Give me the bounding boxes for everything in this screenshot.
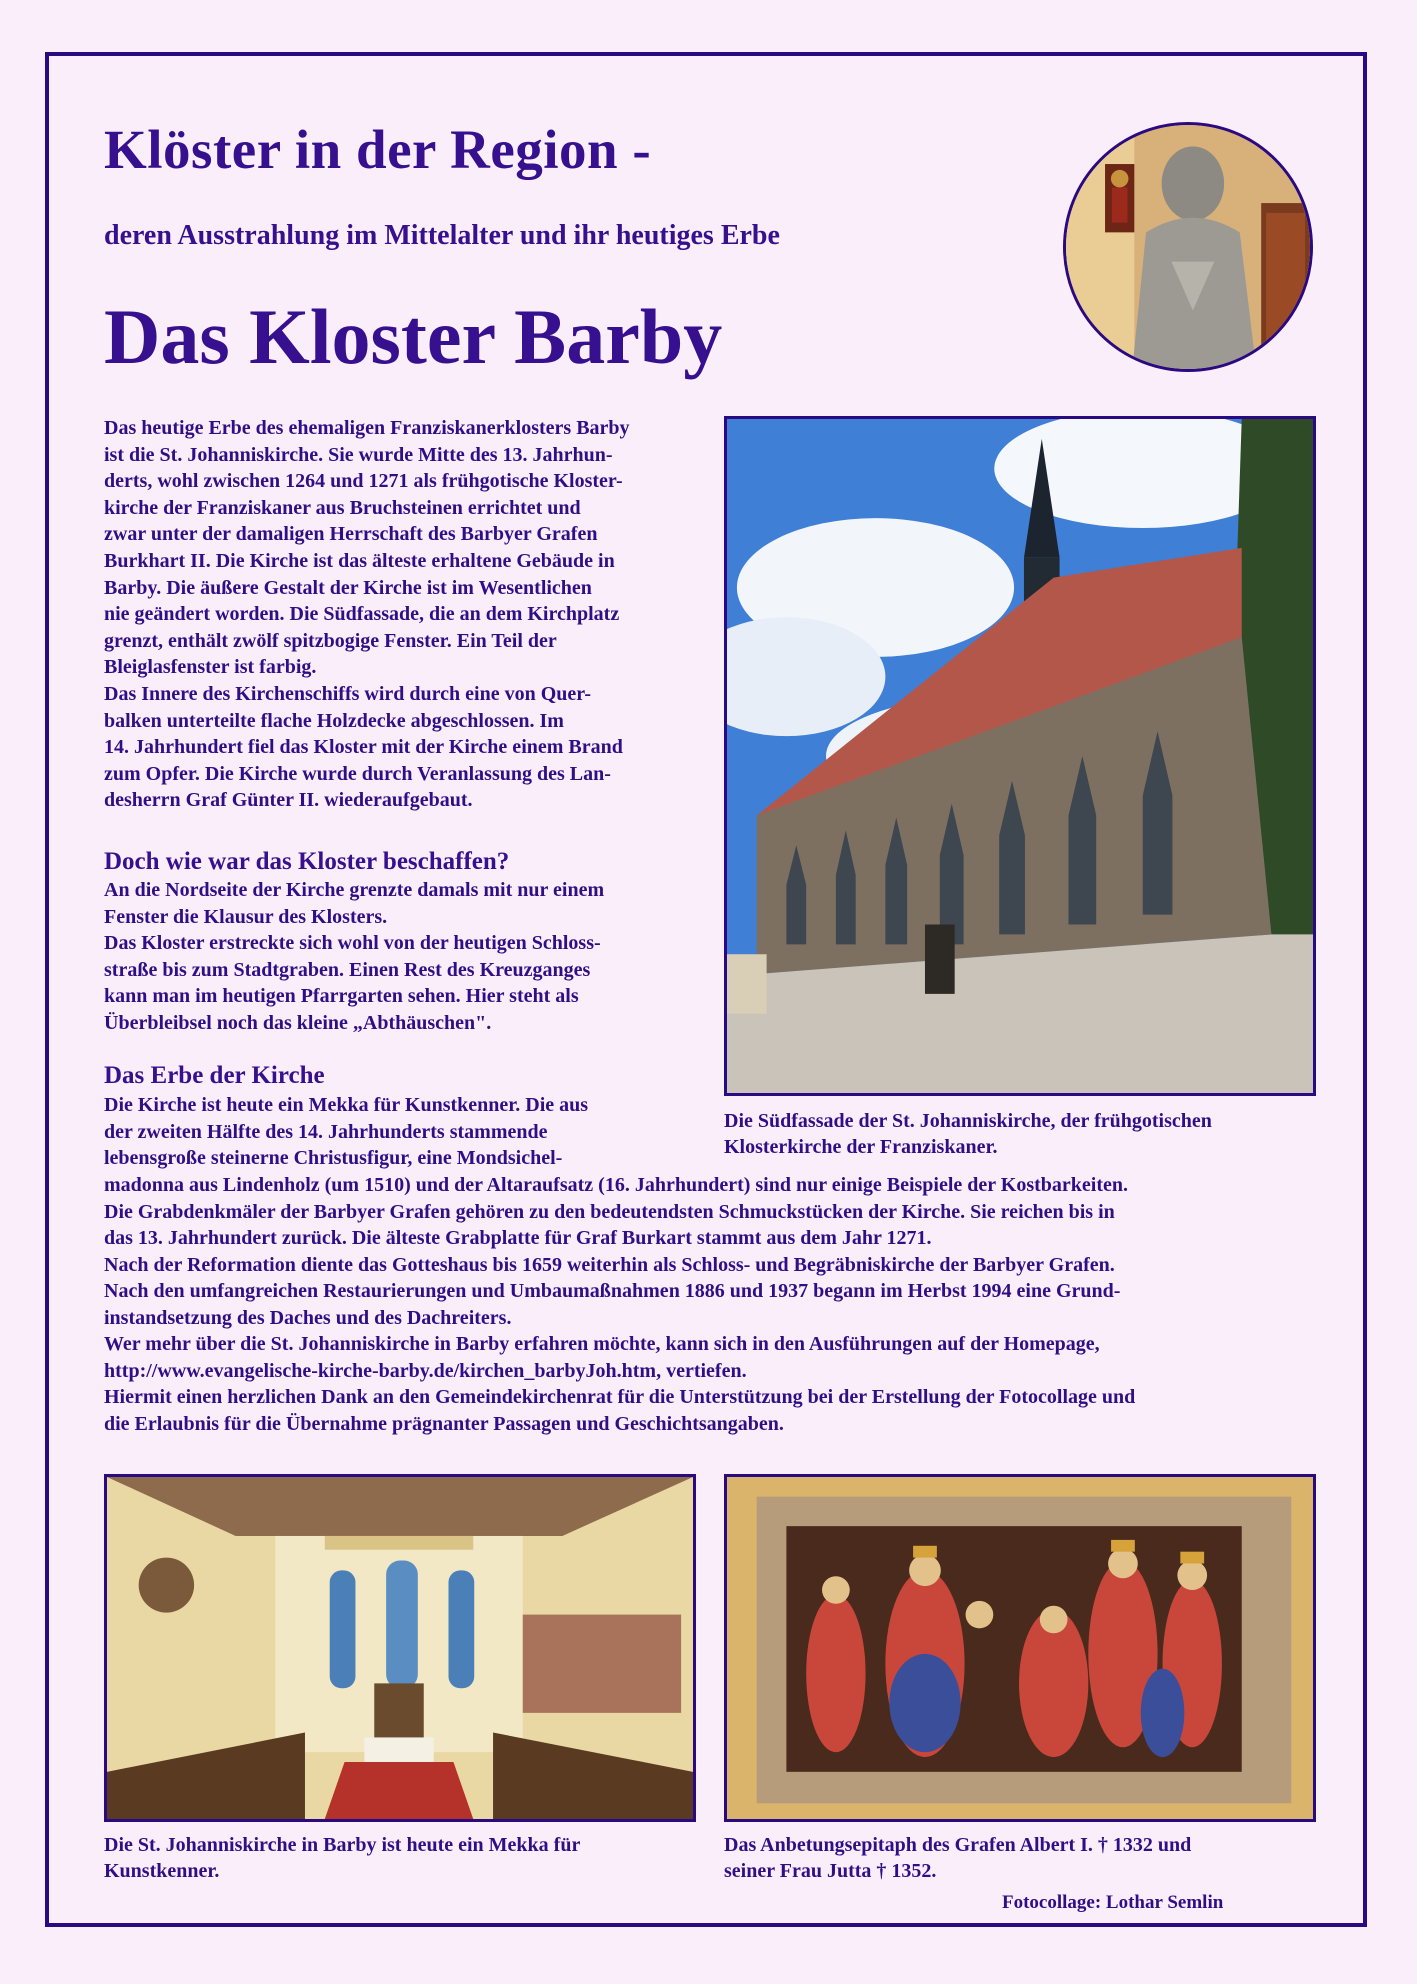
main-title: Das Kloster Barby [104,293,723,380]
epitaph-caption [724,1832,1191,1884]
caption-line: Die Südfassade der St. Johanniskirche, der frühgotischen [724,1110,1212,1132]
heritage-line: Nach den umfangreichen Restaurierungen und Umbaumaßnahmen 1886 und 1937 begann im Herbst 1994 eine Grund- [104,1280,1121,1302]
page-title: Klöster in der Region - [104,119,652,180]
page-subtitle: deren Ausstrahlung im Mittelalter und ihr heutiges Erbe [104,220,780,251]
heritage-paragraph-wide [104,1172,1344,1437]
church-interior-photo [104,1474,696,1822]
heritage-line: lebensgroße steinerne Christusfigur, eine Mondsichel- [104,1147,563,1170]
intro-line: kirche der Franziskaner aus Bruchsteinen errichtet und [104,496,581,519]
heritage-line: instandsetzung des Daches und des Dachreiters. [104,1306,512,1329]
intro-paragraph [104,415,714,814]
caption-line: Die St. Johanniskirche in Barby ist heute ein Mekka für [104,1834,581,1856]
convent-line: An die Nordseite der Kirche grenzte damals mit nur einem [104,879,605,901]
intro-line: 14. Jahrhundert fiel das Kloster mit der Kirche einem Brand [104,736,623,759]
intro-line: Bleiglasfenster ist farbig. [104,656,317,679]
heritage-line: Hiermit einen herzlichen Dank an den Gemeindekirchenrat für die Unterstützung bei der Erstellung der Fotocollage und [104,1386,1136,1408]
intro-line: Burkhart II. Die Kirche ist das älteste erhaltene Gebäude in [104,549,615,572]
epitaph-photo [724,1474,1316,1822]
caption-line: Klosterkirche der Franziskaner. [724,1136,998,1158]
intro-line: nie geändert worden. Die Südfassade, die an dem Kirchplatz [104,603,620,626]
heritage-line: madonna aus Lindenholz (um 1510) und der Altaraufsatz (16. Jahrhundert) sind nur einige Beispiele der Kostbarkeiten. [104,1174,1129,1196]
statue-photo [1063,122,1313,372]
convent-line: Überbleibsel noch das kleine „Abthäuschen". [104,1011,492,1034]
intro-line: Barby. Die äußere Gestalt der Kirche ist im Wesentlichen [104,576,592,599]
section-heading-heritage: Das Erbe der Kirche [104,1062,325,1089]
heritage-line: Die Kirche ist heute ein Mekka für Kunstkenner. Die aus [104,1094,589,1116]
heritage-line: die Erlaubnis für die Übernahme prägnanter Passagen und Geschichtsangaben. [104,1412,784,1435]
photo-credit: Fotocollage: Lothar Semlin [1002,1892,1224,1913]
heritage-line: der zweiten Hälfte des 14. Jahrhunderts stammende [104,1120,548,1143]
heritage-line: http://www.evangelische-kirche-barby.de/kirchen_barbyJoh.htm, vertiefen. [104,1359,747,1382]
heritage-line: Wer mehr über die St. Johanniskirche in Barby erfahren möchte, kann sich in den Ausführungen auf der Homepage, [104,1333,1100,1355]
section-heading-convent: Doch wie war das Kloster beschaffen? [104,848,510,875]
caption-line: Das Anbetungsepitaph des Grafen Albert I. † 1332 und [724,1834,1192,1856]
intro-line: zwar unter der damaligen Herrschaft des Barbyer Grafen [104,523,598,546]
heritage-paragraph-start [104,1092,714,1172]
heritage-line: das 13. Jahrhundert zurück. Die älteste Grabplatte für Graf Burkart stammt aus dem Jahr 1271. [104,1227,932,1249]
heritage-line: Nach der Reformation diente das Gotteshaus bis 1659 weiterhin als Schloss- und Begräbniskirche der Barbyer Grafen. [104,1253,1115,1276]
church-exterior-caption [724,1108,1212,1160]
convent-paragraph [104,877,714,1037]
caption-line: Kunstkenner. [104,1860,220,1882]
intro-line: derts, wohl zwischen 1264 und 1271 als frühgotische Kloster- [104,470,623,493]
convent-line: straße bis zum Stadtgraben. Einen Rest des Kreuzganges [104,958,591,981]
intro-line: Das Innere des Kirchenschiffs wird durch eine von Quer- [104,682,592,705]
convent-line: Das Kloster erstreckte sich wohl von der heutigen Schloss- [104,932,601,955]
intro-line: balken unterteilte flache Holzdecke abgeschlossen. Im [104,709,564,732]
intro-line: grenzt, enthält zwölf spitzbogige Fenster. Ein Teil der [104,629,557,652]
intro-line: Das heutige Erbe des ehemaligen Franziskanerklosters Barby [104,417,630,439]
convent-line: Fenster die Klausur des Klosters. [104,905,388,928]
intro-line: desherrn Graf Günter II. wiederaufgebaut. [104,789,473,812]
church-interior-caption [104,1832,580,1884]
caption-line: seiner Frau Jutta † 1352. [724,1860,937,1882]
convent-line: kann man im heutigen Pfarrgarten sehen. Hier steht als [104,985,579,1008]
church-exterior-photo [724,416,1316,1096]
heritage-line: Die Grabdenkmäler der Barbyer Grafen gehören zu den bedeutendsten Schmuckstücken der Kirche. Sie reichen bis in [104,1200,1115,1223]
intro-line: ist die St. Johanniskirche. Sie wurde Mitte des 13. Jahrhun- [104,443,613,466]
intro-line: zum Opfer. Die Kirche wurde durch Veranlassung des Lan- [104,762,611,785]
